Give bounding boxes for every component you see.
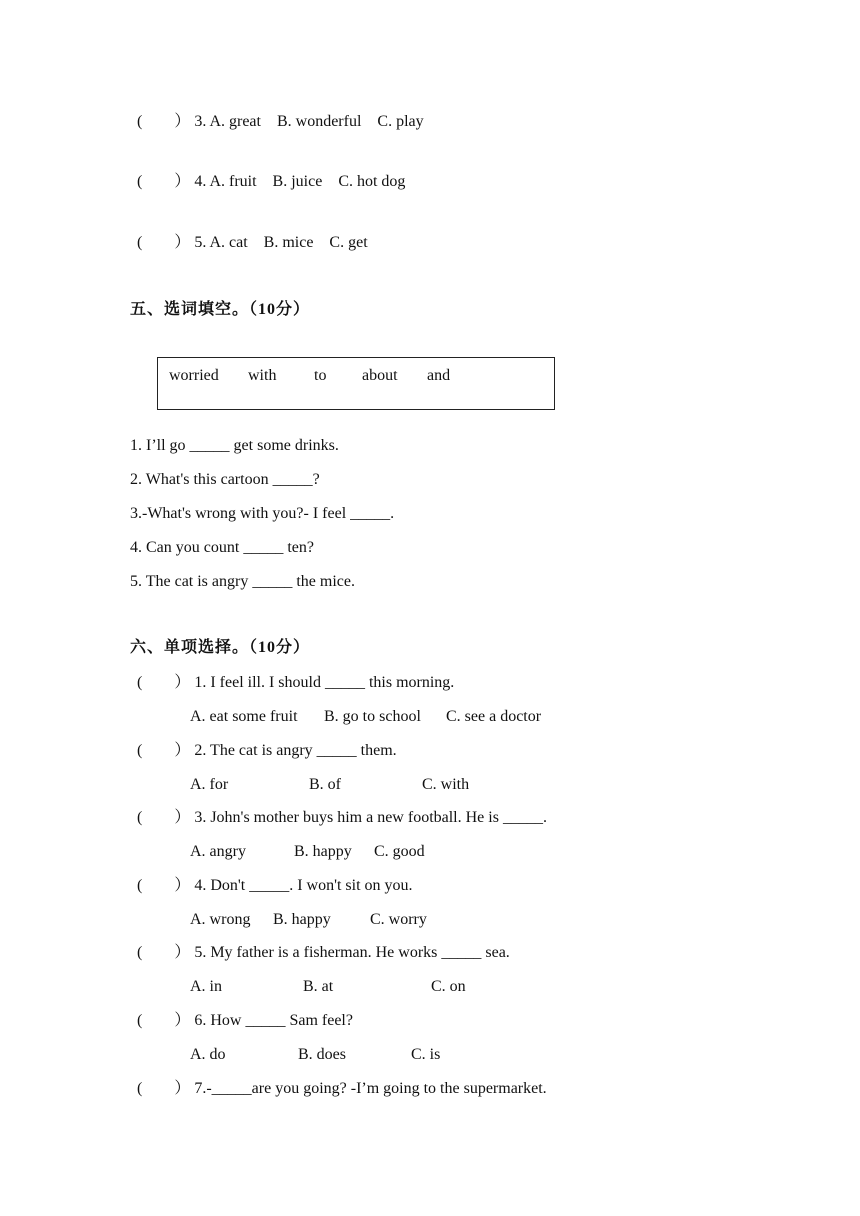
mc-option: A. eat some fruit — [190, 708, 298, 725]
mc-question-1: ( ） 1. I feel ill. I should _____ this morning. — [137, 674, 455, 691]
mc-option: B. happy — [294, 843, 352, 860]
mc-option: A. angry — [190, 843, 246, 860]
word-bank-box — [157, 357, 555, 410]
mc-option: C. on — [431, 978, 466, 995]
word-bank-word: with — [248, 367, 277, 384]
fill-sentence-1: 1. I’ll go _____ get some drinks. — [130, 437, 339, 454]
mc-option: B. at — [303, 978, 334, 995]
fill-sentence-3: 3.-What's wrong with you?- I feel _____. — [130, 505, 395, 522]
fill-sentence-5: 5. The cat is angry _____ the mice. — [130, 573, 355, 590]
mc-option: A. for — [190, 776, 229, 793]
mc-option: C. with — [422, 776, 470, 793]
mc-question-6: ( ） 6. How _____ Sam feel? — [137, 1012, 353, 1029]
mc-option: A. do — [190, 1046, 226, 1063]
word-bank-word: worried — [169, 367, 219, 384]
mc-question-4: ( ） 4. Don't _____. I won't sit on you. — [137, 877, 413, 894]
mc-question-2: ( ） 2. The cat is angry _____ them. — [137, 742, 397, 759]
word-bank-word: and — [427, 367, 451, 384]
fill-sentence-4: 4. Can you count _____ ten? — [130, 539, 314, 556]
word-bank-word: to — [314, 367, 327, 384]
mc-option: B. of — [309, 776, 341, 793]
part4-item-5: ( ） 5. A. cat B. mice C. get — [137, 234, 368, 251]
part4-item-3: ( ） 3. A. great B. wonderful C. play — [137, 113, 424, 130]
mc-option: C. is — [411, 1046, 441, 1063]
mc-option: B. happy — [273, 911, 331, 928]
mc-question-5: ( ） 5. My father is a fisherman. He works _____ sea. — [137, 944, 510, 961]
word-bank-word: about — [362, 367, 398, 384]
section5-heading: 五、选词填空。（10分） — [130, 301, 311, 318]
mc-option: A. in — [190, 978, 222, 995]
fill-sentence-2: 2. What's this cartoon _____? — [130, 471, 320, 488]
mc-option: B. go to school — [324, 708, 421, 725]
mc-option: C. see a doctor — [446, 708, 542, 725]
mc-option: B. does — [298, 1046, 346, 1063]
mc-question-7: ( ） 7.-_____are you going? -I’m going to the supermarket. — [137, 1080, 547, 1097]
mc-question-3: ( ） 3. John's mother buys him a new football. He is _____. — [137, 809, 547, 826]
section6-heading: 六、单项选择。（10分） — [130, 639, 311, 656]
mc-option: A. wrong — [190, 911, 251, 928]
part4-item-4: ( ） 4. A. fruit B. juice C. hot dog — [137, 173, 406, 190]
mc-option: C. good — [374, 843, 425, 860]
mc-option: C. worry — [370, 911, 427, 928]
